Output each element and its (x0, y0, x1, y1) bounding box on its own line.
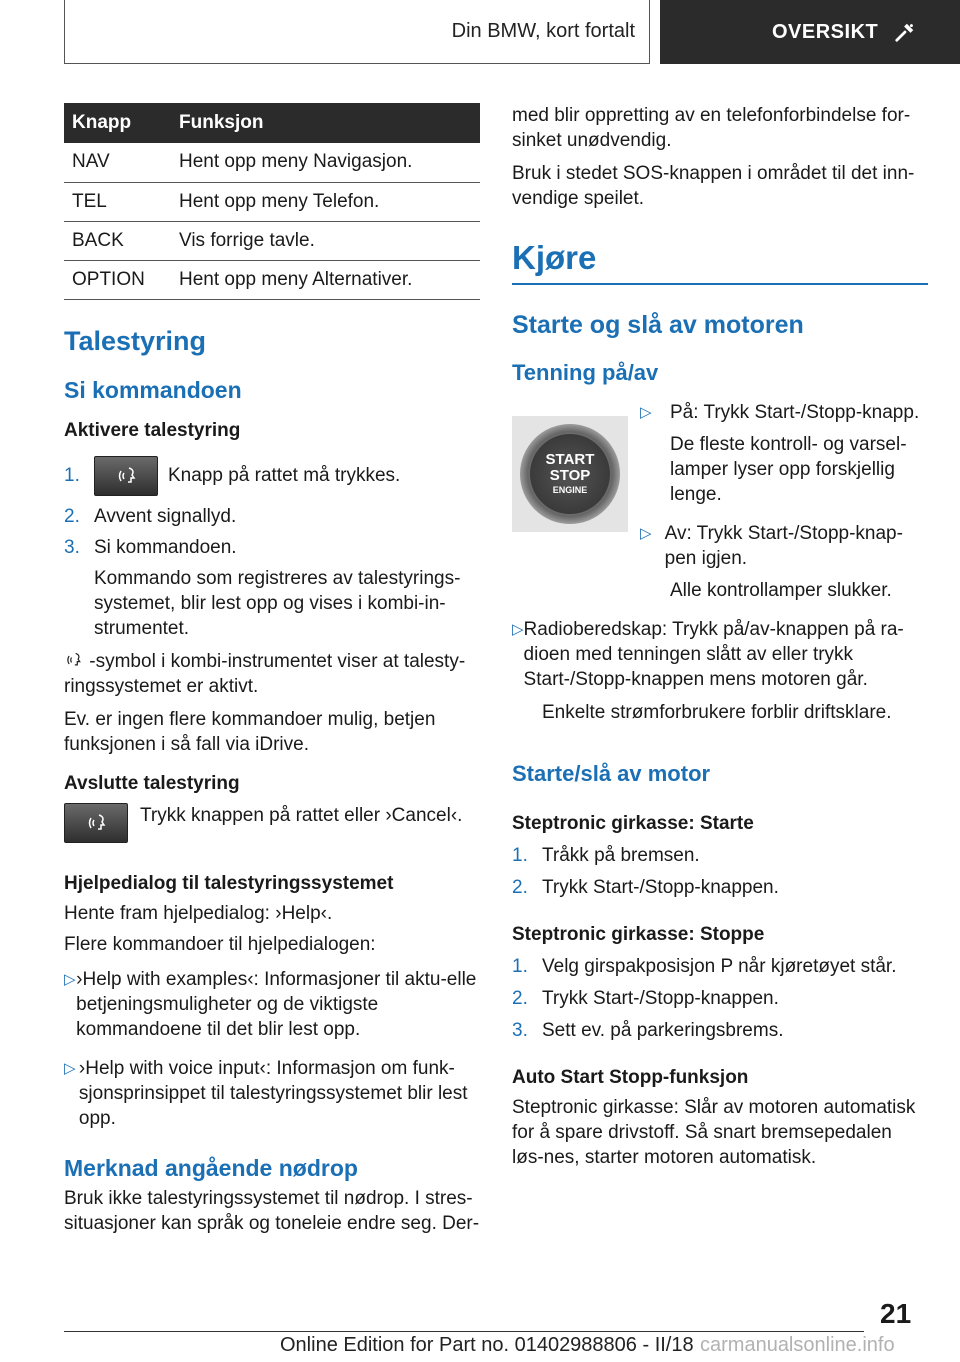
table-header-knapp: Knapp (64, 103, 171, 143)
heading-aktivere: Aktivere talestyring (64, 419, 241, 441)
heading-tenning: Tenning på/av (512, 360, 659, 385)
step-number: 1. (512, 845, 528, 866)
header-section-title: Din BMW, kort fortalt (451, 20, 635, 42)
table-row (64, 221, 480, 260)
start-stop-button-image (512, 416, 628, 532)
pa-subtext: De fleste kontroll- og varsel-lamper lyser opp forskjellig lenge. (670, 434, 907, 505)
bullet-text: ›Help with voice input‹: Informasjon om funk-sjonsprinsippet til talestyringssystemet blir lest opp. (78, 1057, 468, 1129)
stoppe-steps (512, 954, 928, 1043)
hjelp-text-2: Flere kommandoer til hjelpedialogen: (64, 933, 376, 955)
list-item (512, 843, 928, 868)
list-item (64, 535, 480, 560)
footer-rule (64, 1331, 864, 1332)
steps-list (64, 456, 480, 641)
step-text: Trykk Start-/Stopp-knappen. (542, 877, 779, 898)
list-item (64, 1056, 480, 1131)
list-item (512, 954, 928, 979)
heading-starte-og-sla: Starte og slå av motoren (512, 311, 804, 339)
voice-command-icon (85, 812, 109, 834)
bullet-triangle-icon: ▷ (512, 621, 524, 638)
list-item (512, 1018, 928, 1043)
voice-command-icon (115, 465, 139, 487)
header-tab-label: OVERSIKT (772, 20, 879, 43)
list-item (64, 456, 480, 496)
table-cell-key: NAV (64, 143, 171, 182)
av-subtext: Alle kontrollamper slukker. (670, 580, 892, 601)
hjelp-bullets (64, 967, 480, 1131)
step-number: 1. (64, 465, 80, 486)
header-section-title-box (64, 0, 650, 64)
start-stop-ring (520, 424, 620, 524)
avslutte-text: Trykk knappen på rattet eller ›Cancel‹. (140, 804, 463, 826)
table-cell-function: Hent opp meny Telefon. (171, 182, 480, 221)
heading-starte-sla-motor: Starte/slå av motor (512, 761, 711, 786)
left-column (64, 103, 480, 1236)
table-cell-function: Hent opp meny Alternativer. (171, 260, 480, 299)
watermark: carmanualsonline.info (700, 1334, 895, 1356)
heading-si-kommandoen: Si kommandoen (64, 376, 242, 403)
table-row (64, 182, 480, 221)
bullet-triangle-icon: ▷ (64, 1059, 76, 1077)
step-text: Velg girspakposisjon P når kjøretøyet står. (542, 956, 897, 977)
step-text: Si kommandoen. (94, 536, 237, 558)
step-text: Avvent signallyd. (94, 505, 237, 527)
radio-subtext: Enkelte strømforbrukere forblir driftsklare. (542, 702, 892, 723)
bullet-triangle-icon: ▷ (640, 525, 652, 542)
ev-text: Ev. er ingen flere kommandoer mulig, betjen funksjonen i så fall via iDrive. (64, 708, 436, 755)
start-label: START (545, 451, 595, 468)
auto-text: Steptronic girkasse: Slår av motoren automatisk for å spare drivstoff. Så snart bremsepedalen løs-nes, starter motoren automatisk. (512, 1097, 916, 1168)
step-number: 3. (512, 1020, 528, 1041)
header-tab-overview[interactable] (660, 0, 960, 64)
table-header-funksjon: Funksjon (171, 103, 480, 143)
step-number: 1. (512, 956, 528, 977)
table-cell-function: Vis forrige tavle. (171, 221, 480, 260)
heading-steptronic-starte: Steptronic girkasse: Starte (512, 813, 754, 834)
list-item (512, 875, 928, 900)
heading-kjore: Kjøre (512, 239, 597, 276)
continued-text-2: Bruk i stedet SOS-knappen i området til det inn-vendige speilet. (512, 163, 915, 209)
avslutte-row (64, 803, 480, 843)
table-cell-function: Hent opp meny Navigasjon. (171, 143, 480, 182)
hjelp-text-1: Hente fram hjelpedialog: ›Help‹. (64, 902, 333, 924)
step-number: 2. (512, 877, 528, 898)
bullet-text: Radioberedskap: Trykk på/av-knappen på ra-dioen med tenningen slått av eller trykk Start-/Stopp-knappen mens motoren går. (523, 619, 904, 690)
step-text: Trykk Start-/Stopp-knappen. (542, 988, 779, 1009)
list-item (512, 617, 928, 692)
table-row (64, 143, 480, 182)
heading-rule (512, 283, 928, 285)
starte-steps (512, 843, 928, 900)
stop-label: STOP (549, 467, 591, 484)
list-item (512, 986, 928, 1011)
step-text: Sett ev. på parkeringsbrems. (542, 1020, 784, 1041)
step-number: 2. (64, 505, 80, 527)
right-column (512, 103, 928, 1170)
list-item (64, 967, 480, 1042)
step-number: 3. (64, 536, 80, 558)
heading-auto-start-stopp: Auto Start Stopp-funksjon (512, 1067, 749, 1088)
engine-label: ENGINE (552, 485, 588, 495)
heading-talestyring: Talestyring (64, 325, 207, 356)
bullet-triangle-icon: ▷ (640, 404, 652, 421)
step3-subtext: Kommando som registreres av talestyrings-systemet, blir lest opp og vises i kombi-in-strumentet. (94, 567, 461, 639)
merknad-text: Bruk ikke talestyringssystemet til nødrop. I stres-situasjoner kan språk og toneleie endre seg. Der- (64, 1187, 480, 1234)
start-stop-core (530, 434, 610, 514)
step-number: 2. (512, 988, 528, 1009)
voice-button-image (64, 803, 128, 843)
symbol-paragraph (64, 649, 480, 699)
tenning-list (640, 400, 928, 603)
wrench-icon (894, 21, 916, 43)
page-number: 21 (880, 1298, 912, 1329)
bullet-text: Av: Trykk Start-/Stopp-knap-pen igjen. (664, 523, 903, 569)
list-item (64, 504, 480, 529)
list-item (640, 400, 928, 425)
voice-button-image (94, 456, 158, 496)
heading-steptronic-stoppe: Steptronic girkasse: Stoppe (512, 924, 765, 945)
bullet-triangle-icon: ▷ (64, 970, 76, 988)
list-item (640, 521, 928, 571)
table-cell-key: OPTION (64, 260, 171, 299)
continued-text-1: med blir oppretting av en telefonforbindelse for-sinket unødvendig. (512, 105, 911, 151)
heading-avslutte: Avslutte talestyring (64, 772, 240, 794)
table-cell-key: BACK (64, 221, 171, 260)
voice-command-icon (64, 651, 84, 669)
symbol-text: -symbol i kombi-instrumentet viser at talesty-ringssystemet er aktivt. (64, 650, 466, 697)
heading-hjelpedialog: Hjelpedialog til talestyringssystemet (64, 872, 394, 894)
bullet-text: ›Help with examples‹: Informasjoner til aktu-elle betjeningsmuligheter og de viktigste kommandoene til det blir lest opp. (76, 968, 477, 1040)
step-text: Knapp på rattet må trykkes. (168, 465, 401, 486)
footer-edition: Online Edition for Part no. 01402988806 - II/18 (280, 1334, 694, 1356)
step-text: Tråkk på bremsen. (542, 845, 700, 866)
heading-merknad: Merknad angående nødrop (64, 1154, 358, 1181)
button-function-table (64, 103, 480, 300)
bullet-text: På: Trykk Start-/Stopp-knapp. (670, 402, 920, 423)
table-row (64, 260, 480, 299)
table-cell-key: TEL (64, 182, 171, 221)
